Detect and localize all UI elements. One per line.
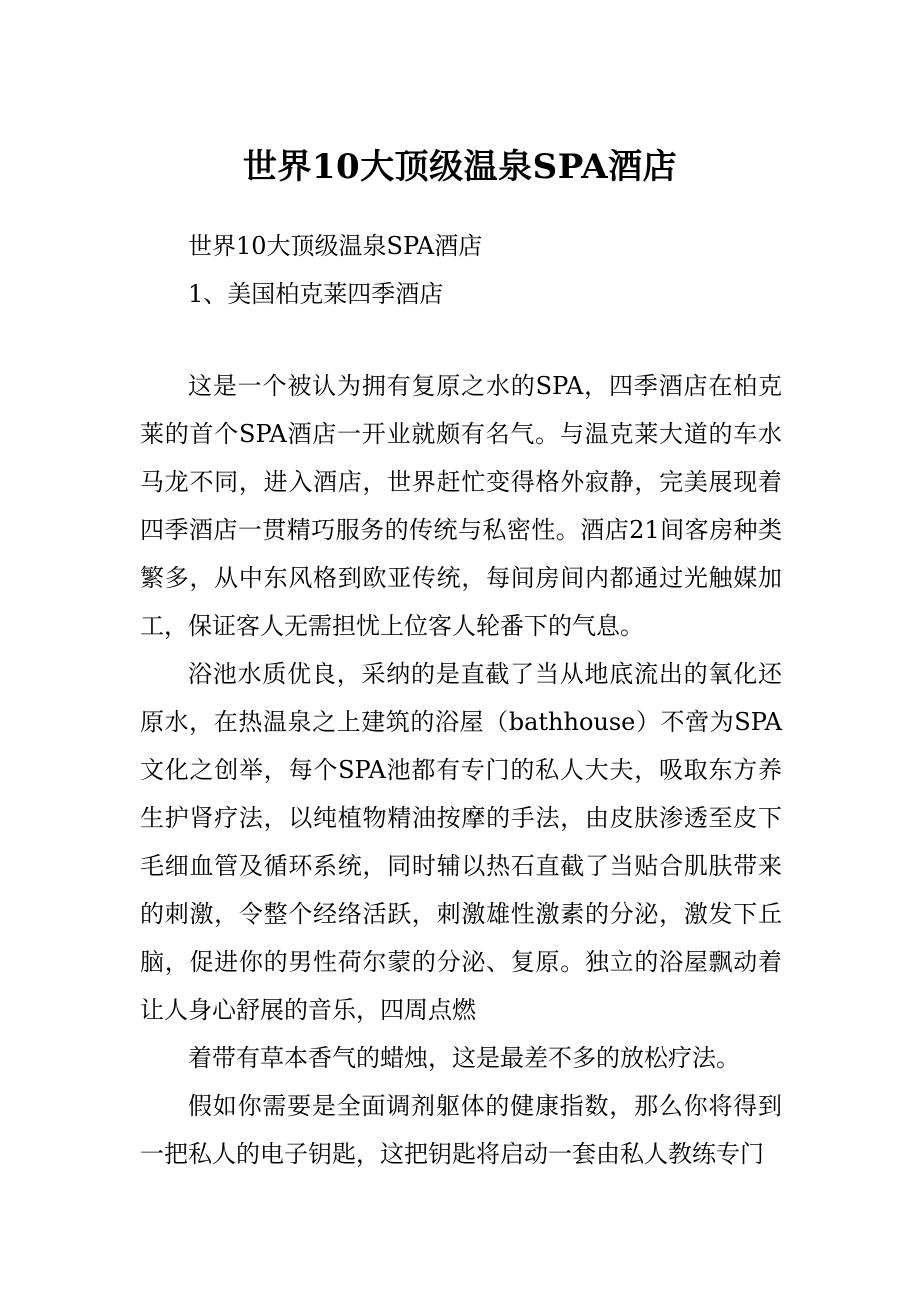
paragraph-3: 着带有草本香气的蜡烛，这是最差不多的放松疗法。 (188, 1044, 740, 1072)
document-body (140, 222, 782, 1178)
paragraph-4: 假如你需要是全面调剂躯体的健康指数，那么你将得到一把私人的电子钥匙，这把钥匙将启动一套由私人教练专门 (140, 1092, 782, 1168)
subtitle-line: 世界10大顶级温泉SPA酒店 (188, 232, 483, 260)
section-heading: 1、美国柏克莱四季酒店 (188, 280, 444, 308)
paragraph-2: 浴池水质优良，采纳的是直截了当从地底流出的氧化还原水，在热温泉之上建筑的浴屋（bathhouse）不啻为SPA文化之创举，每个SPA池都有专门的私人大夫，吸取东方养生护肾疗法，以纯植物精油按摩的手法，由皮肤渗透至皮下毛细血管及循环系统，同时辅以热石直截了当贴合肌肤带来的刺激，令整个经络活跃，刺激雄性激素的分泌，激发下丘脑，促进你的男性荷尔蒙的分泌、复原。独立的浴屋飘动着让人身心舒展的音乐，四周点燃 (140, 660, 782, 1024)
document-title: 世界10大顶级温泉SPA酒店 (242, 147, 678, 187)
paragraph-1: 这是一个被认为拥有复原之水的SPA，四季酒店在柏克莱的首个SPA酒店一开业就颇有名气。与温克莱大道的车水马龙不同，进入酒店，世界赶忙变得格外寂静，完美展现着四季酒店一贯精巧服务的传统与私密性。酒店21间客房种类繁多，从中东风格到欧亚传统，每间房间内都通过光触媒加工，保证客人无需担忧上位客人轮番下的气息。 (140, 372, 782, 640)
blank-line (140, 318, 782, 362)
